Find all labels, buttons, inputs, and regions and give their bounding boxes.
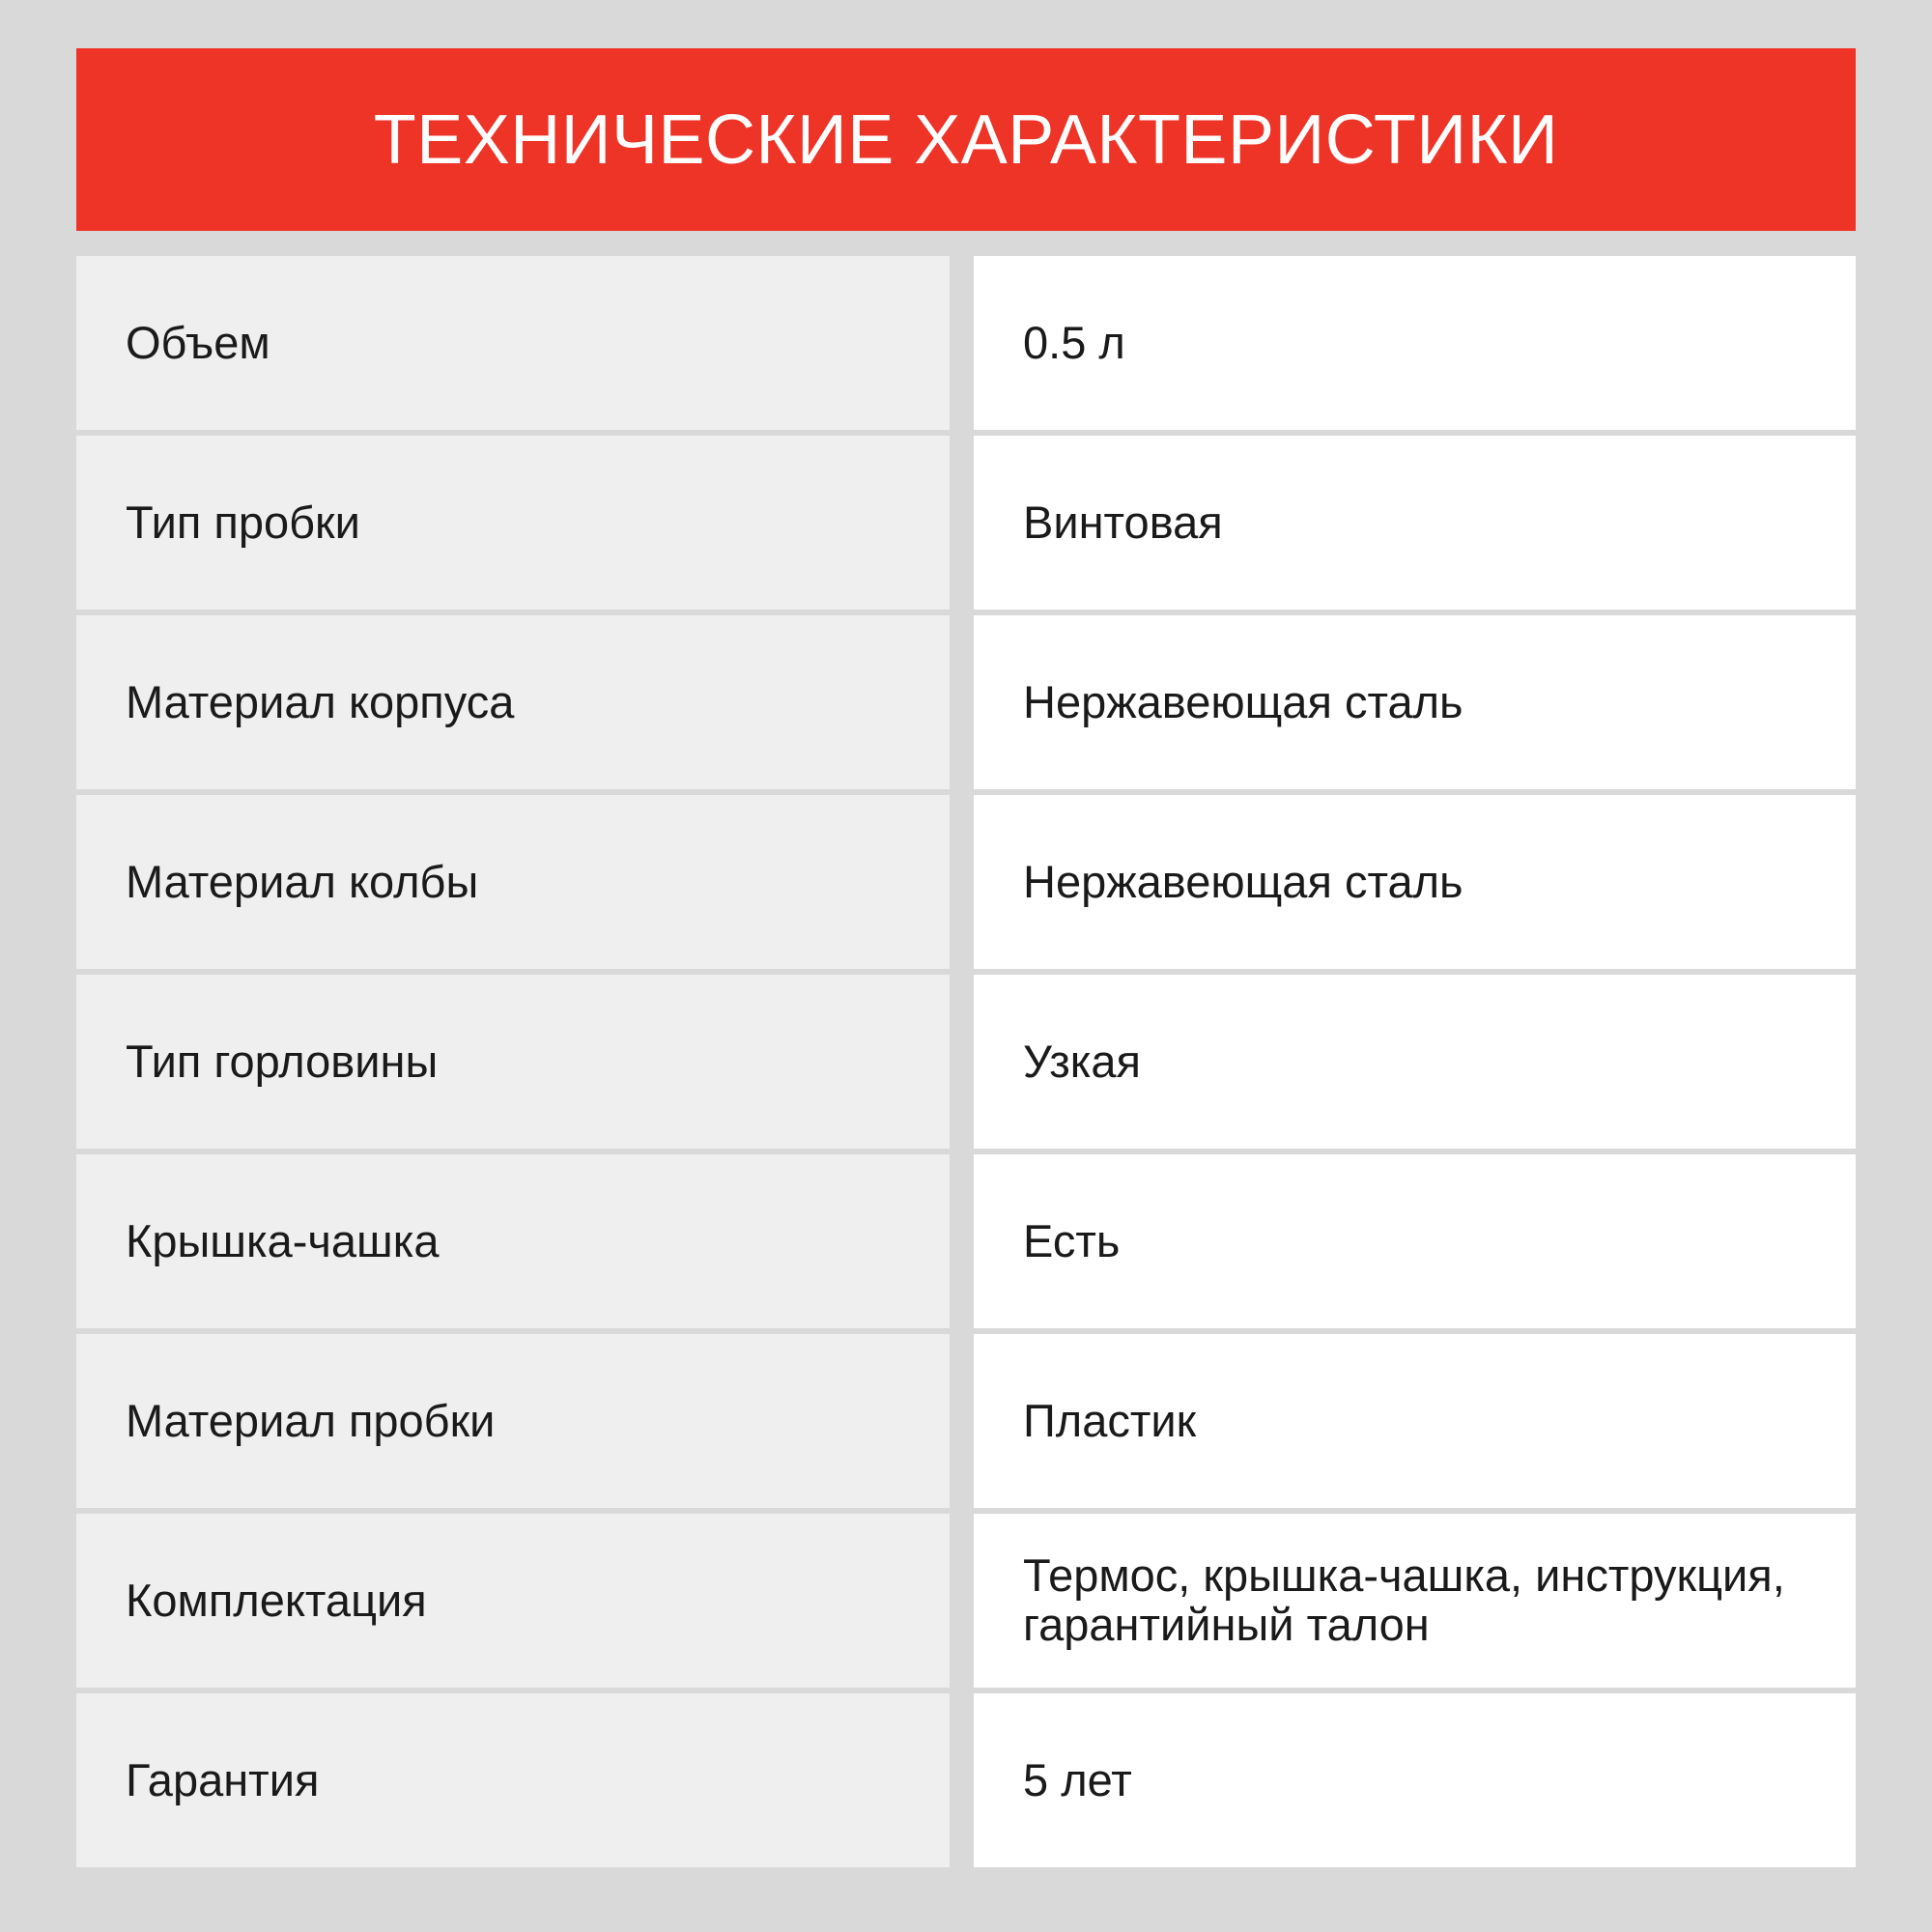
- spec-label: Комплектация: [76, 1514, 950, 1688]
- spec-row-flask-material: [76, 795, 1856, 969]
- spec-row-warranty: [76, 1693, 1856, 1867]
- spec-label: Гарантия: [76, 1693, 950, 1867]
- spec-value: Нержавеющая сталь: [974, 615, 1856, 789]
- spec-label: Крышка-чашка: [76, 1154, 950, 1328]
- spec-label: Материал пробки: [76, 1334, 950, 1508]
- spec-row-body-material: [76, 615, 1856, 789]
- spec-label: Объем: [76, 256, 950, 430]
- spec-value: Нержавеющая сталь: [974, 795, 1856, 969]
- spec-value: 0.5 л: [974, 256, 1856, 430]
- spec-value: Есть: [974, 1154, 1856, 1328]
- spec-row-cup-lid: [76, 1154, 1856, 1328]
- spec-row-cap-type: [76, 436, 1856, 610]
- spec-label: Тип горловины: [76, 975, 950, 1149]
- spec-value: Винтовая: [974, 436, 1856, 610]
- spec-value: 5 лет: [974, 1693, 1856, 1867]
- spec-row-cap-material: [76, 1334, 1856, 1508]
- spec-row-volume: [76, 256, 1856, 430]
- spec-value: Термос, крышка-чашка, инструкция, гарантийный талон: [974, 1514, 1856, 1688]
- header-banner: [76, 48, 1856, 231]
- spec-row-package: [76, 1514, 1856, 1688]
- spec-label: Материал корпуса: [76, 615, 950, 789]
- spec-label: Тип пробки: [76, 436, 950, 610]
- page-title: ТЕХНИЧЕСКИЕ ХАРАКТЕРИСТИКИ: [373, 100, 1559, 179]
- spec-label: Материал колбы: [76, 795, 950, 969]
- spec-value: Узкая: [974, 975, 1856, 1149]
- spec-value: Пластик: [974, 1334, 1856, 1508]
- specs-table: [76, 256, 1856, 1867]
- spec-row-neck-type: [76, 975, 1856, 1149]
